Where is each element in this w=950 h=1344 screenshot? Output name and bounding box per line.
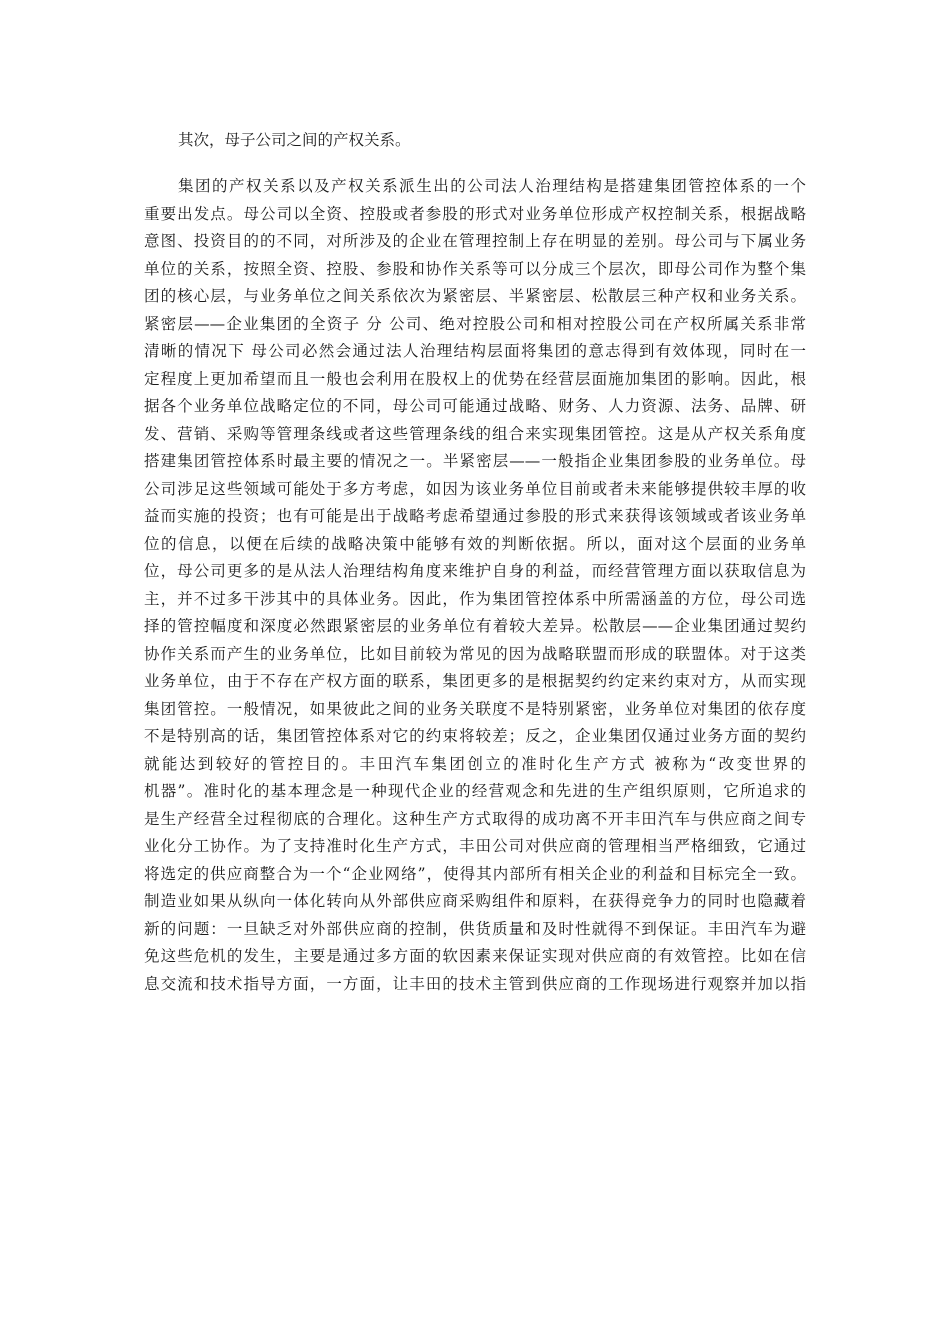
paragraph-line: 公司涉足这些领域可能处于多方考虑，如因为该业务单位目前或者未来能够提供较丰厚的收 <box>144 479 806 498</box>
paragraph-line: 息交流和技术指导方面，一方面，让丰田的技术主管到供应商的工作现场进行观察并加以指 <box>144 974 806 993</box>
paragraph-line: 位，母公司更多的是从法人治理结构角度来维护自身的利益，而经营管理方面以获取信息为 <box>144 562 806 580</box>
paragraph-line: 机器”。准时化的基本理念是一种现代企业的经营观念和先进的生产组织原则，它所追求的 <box>144 782 806 800</box>
paragraph-line: 制造业如果从纵向一体化转向从外部供应商采购组件和原料，在获得竞争力的同时也隐藏着 <box>144 892 806 910</box>
paragraph-line: 择的管控幅度和深度必然跟紧密层的业务单位有着较大差异。松散层——企业集团通过契约 <box>144 617 806 635</box>
paragraph-line: 重要出发点。母公司以全资、控股或者参股的形式对业务单位形成产权控制关系，根据战略 <box>144 204 806 223</box>
paragraph-line: 主，并不过多干涉其中的具体业务。因此，作为集团管控体系中所需涵盖的方位，母公司选 <box>144 589 806 608</box>
paragraph-line: 是生产经营全过程彻底的合理化。这种生产方式取得的成功离不开丰田汽车与供应商之间专 <box>144 809 806 828</box>
paragraph-line: 据各个业务单位战略定位的不同，母公司可能通过战略、财务、人力资源、法务、品牌、研 <box>144 397 806 415</box>
paragraph-line: 单位的关系，按照全资、控股、参股和协作关系等可以分成三个层次，即母公司作为整个集 <box>144 259 806 278</box>
paragraph-line: 发、营销、采购等管理条线或者这些管理条线的组合来实现集团管控。这是从产权关系角度 <box>144 424 806 443</box>
section-heading: 其次，母子公司之间的产权关系。 <box>178 131 411 149</box>
paragraph-line: 清晰的情况下 母公司必然会通过法人治理结构层面将集团的意志得到有效体现，同时在一 <box>144 342 806 360</box>
paragraph-line: 不是特别高的话，集团管控体系对它的约束将较差；反之，企业集团仅通过业务方面的契约 <box>144 727 806 745</box>
body-paragraph <box>144 173 806 998</box>
paragraph-line: 位的信息，以便在后续的战略决策中能够有效的判断依据。所以，面对这个层面的业务单 <box>144 534 806 553</box>
paragraph-line: 集团的产权关系以及产权关系派生出的公司法人治理结构是搭建集团管控体系的一个 <box>178 177 806 195</box>
paragraph-line: 免这些危机的发生，主要是通过多方面的软因素来保证实现对供应商的有效管控。比如在信 <box>144 947 806 965</box>
paragraph-line: 搭建集团管控体系时最主要的情况之一。半紧密层——一般指企业集团参股的业务单位。母 <box>144 452 806 470</box>
paragraph-line: 意图、投资目的的不同，对所涉及的企业在管理控制上存在明显的差别。母公司与下属业务 <box>144 232 806 250</box>
paragraph-line: 协作关系而产生的业务单位，比如目前较为常见的因为战略联盟而形成的联盟体。对于这类 <box>144 644 806 663</box>
paragraph-line: 团的核心层，与业务单位之间关系依次为紧密层、半紧密层、松散层三种产权和业务关系。 <box>144 287 806 305</box>
paragraph-line: 定程度上更加希望而且一般也会利用在股权上的优势在经营层面施加集团的影响。因此，根 <box>144 369 806 388</box>
paragraph-line: 新的问题：一旦缺乏对外部供应商的控制，供货质量和及时性就得不到保证。丰田汽车为避 <box>144 919 806 938</box>
paragraph-line: 业务单位，由于不存在产权方面的联系，集团更多的是根据契约约定来约束对方，从而实现 <box>144 672 806 690</box>
paragraph-line: 益而实施的投资；也有可能是出于战略考虑希望通过参股的形式来获得该领域或者该业务单 <box>144 507 806 525</box>
paragraph-line: 集团管控。一般情况，如果彼此之间的业务关联度不是特别紧密，业务单位对集团的依存度 <box>144 699 806 718</box>
paragraph-line: 将选定的供应商整合为一个“企业网络”，使得其内部所有相关企业的利益和目标完全一致。 <box>144 864 806 883</box>
paragraph-line: 就能达到较好的管控目的。丰田汽车集团创立的准时化生产方式 被称为“改变世界的 <box>144 754 806 773</box>
paragraph-line: 紧密层——企业集团的全资子 分 公司、绝对控股公司和相对控股公司在产权所属关系非常 <box>144 314 806 333</box>
paragraph-line: 业化分工协作。为了支持准时化生产方式，丰田公司对供应商的管理相当严格细致，它通过 <box>144 837 806 855</box>
